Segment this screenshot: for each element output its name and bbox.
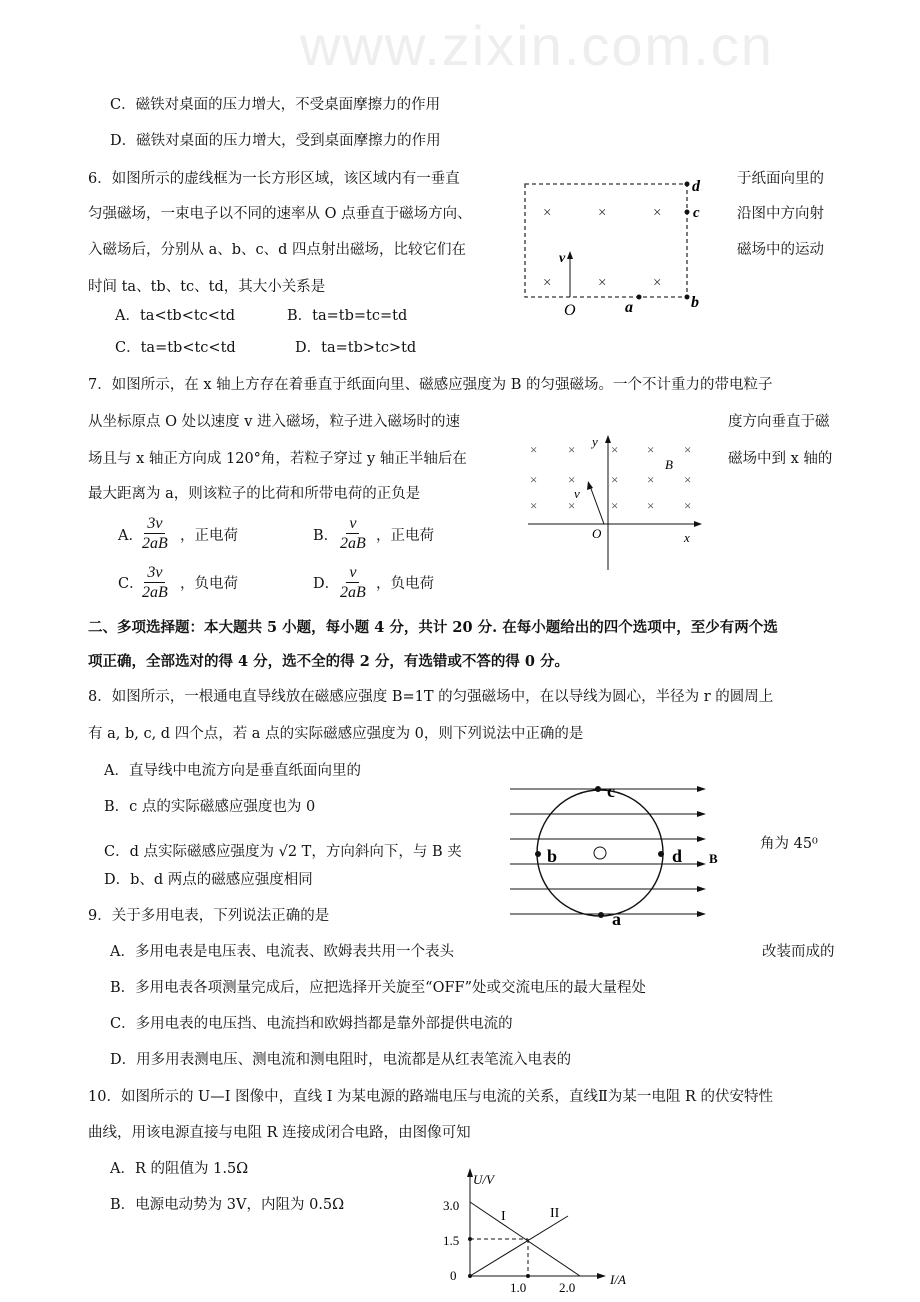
q8-option-b: B．c 点的实际磁感应强度也为 0 <box>104 799 316 815</box>
svg-text:×: × <box>684 498 692 513</box>
svg-text:×: × <box>684 472 692 487</box>
q7-line3-right: 磁场中到 x 轴的 <box>728 451 833 467</box>
q8-option-a: A．直导线中电流方向是垂直纸面向里的 <box>104 763 361 779</box>
svg-text:2.0: 2.0 <box>559 1280 576 1295</box>
svg-text:B: B <box>709 851 718 866</box>
q8-line2: 有 a, b, c, d 四个点，若 a 点的实际磁感应强度为 0，则下列说法中正确的是 <box>88 726 584 742</box>
svg-text:×: × <box>611 442 619 457</box>
q6-line3: 入磁场后，分别从 a、b、c、d 四点射出磁场，比较它们在 <box>88 242 467 258</box>
q7-option-a-fraction: $\frac{3v}{2aB}$ <box>142 515 168 552</box>
q10-option-b: B．电源电动势为 3V，内阻为 0.5Ω <box>110 1197 345 1213</box>
svg-text:×: × <box>647 472 655 487</box>
q7-option-a-text: ，正电荷 <box>180 528 238 544</box>
svg-text:×: × <box>598 275 607 291</box>
q7-line3: 场且与 x 轴正方向成 120°角，若粒子穿过 y 轴正半轴后在 <box>88 451 467 467</box>
q7-option-a-label: A． <box>118 528 143 544</box>
q8-option-c-right: 角为 45⁰ <box>760 836 818 852</box>
svg-text:×: × <box>568 472 576 487</box>
svg-text:O: O <box>564 302 576 319</box>
svg-text:1.0: 1.0 <box>510 1280 527 1295</box>
svg-text:×: × <box>568 442 576 457</box>
svg-text:×: × <box>647 442 655 457</box>
q7-option-c-label: C． <box>118 576 144 592</box>
svg-text:×: × <box>647 498 655 513</box>
q7-option-d-fraction: $\frac{v}{2aB}$ <box>340 564 366 601</box>
svg-text:×: × <box>530 498 538 513</box>
q9-option-a: A．多用电表是电压表、电流表、欧姆表共用一个表头 <box>110 944 454 960</box>
q7-option-b-label: B． <box>313 528 339 544</box>
svg-text:×: × <box>684 442 692 457</box>
svg-text:×: × <box>653 205 662 221</box>
svg-text:×: × <box>543 205 552 221</box>
q8-line1: 8．如图所示，一根通电直导线放在磁感应强度 B=1T 的匀强磁场中，在以导线为圆心，半径为 r 的圆周上 <box>88 689 774 705</box>
q7-option-d-text: ，负电荷 <box>376 576 434 592</box>
svg-text:d: d <box>672 846 683 866</box>
q6-option-c: C．ta=tb<tc<td <box>115 340 236 356</box>
q7-option-c-fraction: $\frac{3v}{2aB}$ <box>142 564 168 601</box>
svg-text:d: d <box>692 178 700 195</box>
q10-line2: 曲线，用该电源直接与电阻 R 连接成闭合电路，由图像可知 <box>88 1125 471 1141</box>
svg-text:3.0: 3.0 <box>443 1198 460 1213</box>
svg-text:×: × <box>530 472 538 487</box>
svg-text:O: O <box>592 526 602 541</box>
svg-text:I/A: I/A <box>610 1272 626 1287</box>
svg-text:v: v <box>559 251 566 266</box>
svg-text:a: a <box>625 299 633 316</box>
q9-option-a-right: 改装而成的 <box>762 944 835 960</box>
q7-option-b-fraction: $\frac{v}{2aB}$ <box>340 515 366 552</box>
q8-option-d: D．b、d 两点的磁感应强度相同 <box>104 872 313 888</box>
q6-line2-right: 沿图中方向射 <box>737 206 824 222</box>
svg-text:1.5: 1.5 <box>443 1233 460 1248</box>
q6-option-b: B．ta=tb=tc=td <box>287 308 408 324</box>
q5-option-c: C．磁铁对桌面的压力增大，不受桌面摩擦力的作用 <box>110 97 441 113</box>
svg-text:c: c <box>693 205 700 221</box>
svg-text:b: b <box>691 294 699 311</box>
q7-line2-right: 度方向垂直于磁 <box>728 414 830 430</box>
q9-option-b: B．多用电表各项测量完成后，应把选择开关旋至“OFF”处或交流电压的最大量程处 <box>110 980 646 996</box>
svg-text:b: b <box>547 846 558 866</box>
q7-line1: 7．如图所示，在 x 轴上方存在着垂直于纸面向里、磁感应强度为 B 的匀强磁场。一个不计重力的带电粒子 <box>88 377 773 393</box>
q7-line4: 最大距离为 a，则该粒子的比荷和所带电荷的正负是 <box>88 486 421 502</box>
svg-text:I: I <box>501 1209 506 1224</box>
q6-option-a: A．ta<tb<tc<td <box>115 308 236 324</box>
svg-text:v: v <box>574 486 580 501</box>
q9-option-d: D．用多用表测电压、测电流和测电阻时，电流都是从红表笔流入电表的 <box>110 1052 572 1068</box>
section2-line2: 项正确，全部选对的得 4 分，选不全的得 2 分，有选错或不答的得 0 分。 <box>88 653 570 670</box>
q6-line3-right: 磁场中的运动 <box>737 242 824 258</box>
svg-text:c: c <box>607 781 615 801</box>
q8-option-c: C．d 点实际磁感应强度为 √2 T，方向斜向下，与 B 夹 <box>104 844 462 860</box>
svg-text:y: y <box>592 434 598 449</box>
svg-text:×: × <box>653 275 662 291</box>
svg-text:×: × <box>530 442 538 457</box>
svg-text:×: × <box>611 498 619 513</box>
q7-line2: 从坐标原点 O 处以速度 v 进入磁场，粒子进入磁场时的速 <box>88 414 461 430</box>
q6-line2: 匀强磁场，一束电子以不同的速率从 O 点垂直于磁场方向、 <box>88 206 472 222</box>
q6-line4: 时间 ta、tb、tc、td，其大小关系是 <box>88 279 326 295</box>
section2-line1: 二、多项选择题：本大题共 5 小题，每小题 4 分，共计 20 分. 在每小题给出的四个选项中，至少有两个选 <box>88 619 778 636</box>
svg-text:x: x <box>684 530 690 545</box>
svg-text:B: B <box>665 457 673 472</box>
svg-text:×: × <box>543 275 552 291</box>
q6-option-d: D．ta=tb>tc>td <box>295 340 417 356</box>
line-II <box>470 1216 568 1276</box>
svg-text:U/V: U/V <box>473 1172 494 1187</box>
q6-line1: 6．如图所示的虚线框为一长方形区域，该区域内有一垂直 <box>88 171 460 187</box>
q7-option-b-text: ，正电荷 <box>376 528 434 544</box>
svg-text:×: × <box>611 472 619 487</box>
q7-option-d-label: D． <box>313 576 340 592</box>
svg-text:×: × <box>598 205 607 221</box>
q6-line1-right: 于纸面向里的 <box>737 171 824 187</box>
svg-text:×: × <box>568 498 576 513</box>
svg-text:II: II <box>550 1206 560 1221</box>
q5-option-d: D．磁铁对桌面的压力增大，受到桌面摩擦力的作用 <box>110 133 441 149</box>
q9-line1: 9．关于多用电表，下列说法正确的是 <box>88 908 330 924</box>
q9-option-c: C．多用电表的电压挡、电流挡和欧姆挡都是靠外部提供电流的 <box>110 1016 513 1032</box>
svg-text:a: a <box>612 909 621 929</box>
watermark: www.zixin.com.cn <box>300 14 774 77</box>
q10-line1: 10．如图所示的 U—I 图像中，直线 I 为某电源的路端电压与电流的关系，直线Ⅱ为某一电阻 R 的伏安特性 <box>88 1089 774 1105</box>
svg-text:0: 0 <box>450 1268 457 1283</box>
q10-option-a: A．R 的阻值为 1.5Ω <box>110 1161 249 1177</box>
q7-option-c-text: ，负电荷 <box>180 576 238 592</box>
